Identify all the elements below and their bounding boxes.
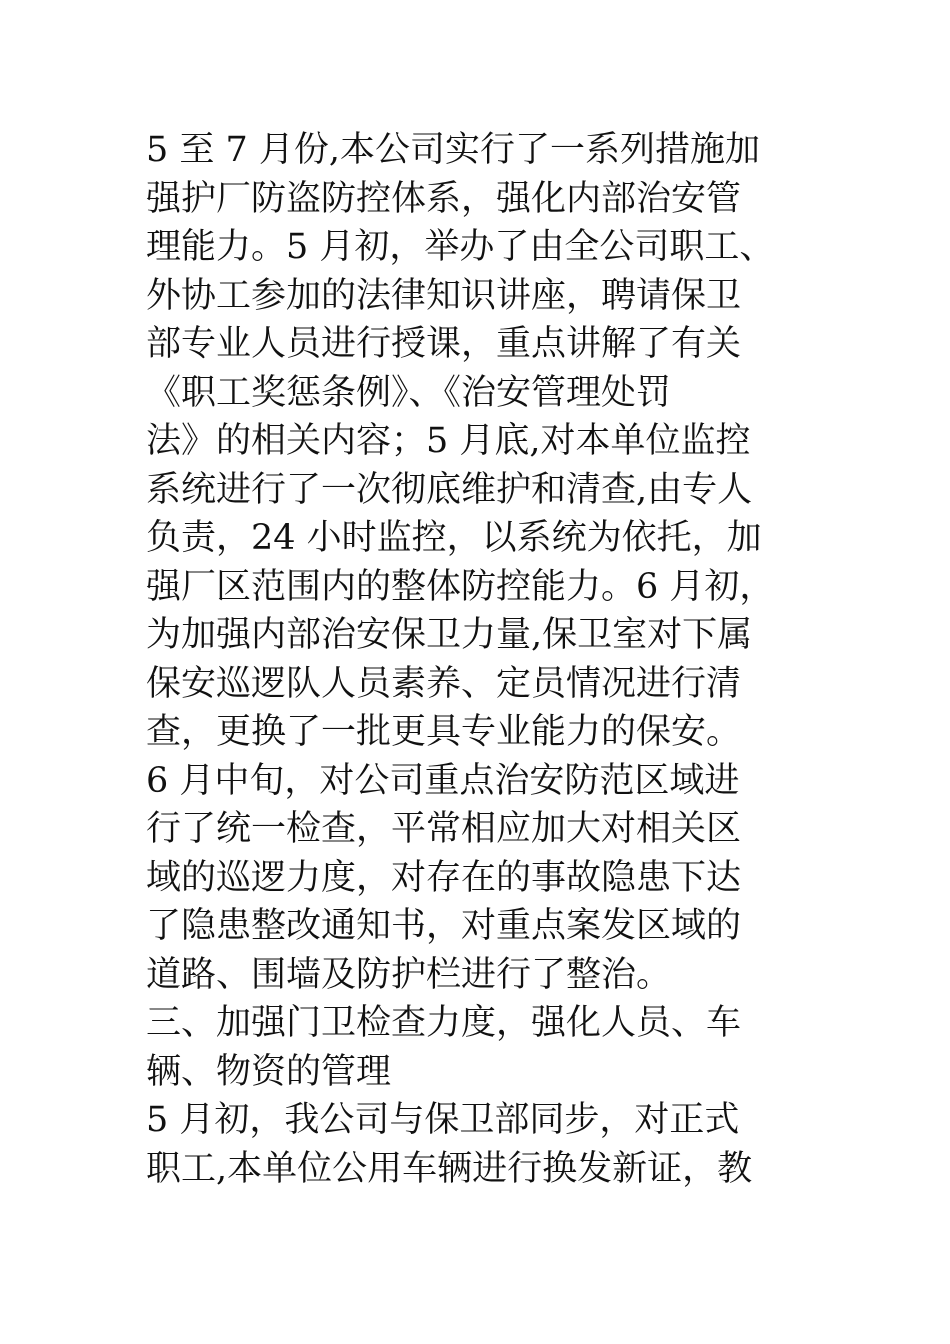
text-line: 部专业人员进行授课，重点讲解了有关	[146, 324, 742, 364]
text-line: 域的巡逻力度，对存在的事故隐患下达	[146, 857, 742, 898]
section-heading: 辆、物资的管理	[146, 1051, 392, 1092]
section-heading: 三、加强门卫检查力度，强化人员、车	[146, 1003, 742, 1043]
text-line: 5 至 7 月份,本公司实行了一系列措施加	[146, 130, 761, 170]
text-line: 负责，24 小时监控，以系统为依托，加	[146, 518, 762, 558]
text-line: 外协工参加的法律知识讲座，聘请保卫	[146, 275, 742, 316]
text-line: 法》的相关内容；5 月底,对本单位监控	[146, 421, 751, 461]
text-line: 道路、围墙及防护栏进行了整治。	[146, 954, 672, 995]
text-line: 职工,本单位公用车辆进行换发新证，教	[146, 1148, 753, 1189]
text-line: 强厂区范围内的整体防控能力。6 月初，	[146, 566, 775, 607]
text-line: 为加强内部治安保卫力量,保卫室对下属	[146, 615, 753, 655]
text-line: 保安巡逻队人员素养、定员情况进行清	[146, 663, 742, 704]
text-line: 行了统一检查，平常相应加大对相关区	[146, 809, 742, 849]
text-line: 6 月中旬，对公司重点治安防范区域进	[146, 760, 740, 801]
text-line: 5 月初，我公司与保卫部同步，对正式	[146, 1100, 740, 1140]
body-text	[146, 126, 836, 1193]
text-line: 理能力。5 月初，举办了由全公司职工、	[146, 227, 775, 267]
text-line: 查，更换了一批更具专业能力的保安。	[146, 712, 742, 752]
text-line: 了隐患整改通知书，对重点案发区域的	[146, 906, 742, 946]
text-line: 系统进行了一次彻底维护和清查,由专人	[146, 469, 753, 510]
text-line: 《职工奖惩条例》、《治安管理处罚	[146, 372, 672, 413]
text-line: 强护厂防盗防控体系，强化内部治安管	[146, 178, 742, 219]
